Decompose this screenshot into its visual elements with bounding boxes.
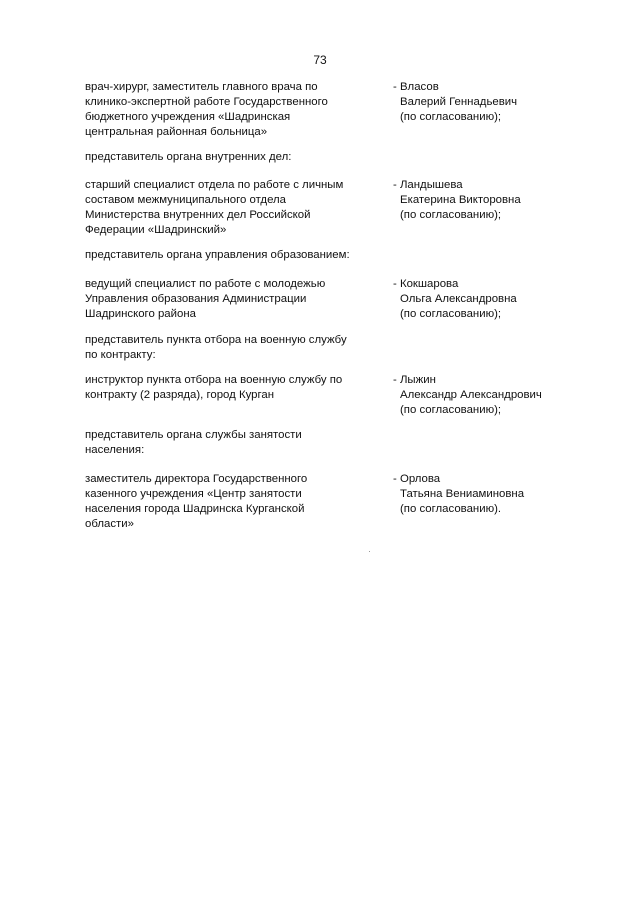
heading-line: по контракту: [85,349,156,361]
section-heading [85,333,565,363]
text-line: контракту (2 разряда), город Курган [85,389,275,401]
first-names: Валерий Геннадьевич [400,96,518,108]
text-line: врач-хирург, заместитель главного врача по [85,81,318,93]
member-name [393,373,568,418]
text-line: Шадринского района [85,308,196,320]
first-names: Татьяна Вениаминовна [400,488,525,500]
text-line: заместитель директора Государственного [85,473,308,485]
first-names: Александр Александрович [400,389,542,401]
position-description [85,178,385,238]
position-description [85,80,385,140]
agreement-note: (по согласованию); [400,308,502,320]
surname: - Орлова [393,473,441,485]
text-line: Министерства внутренних дел Российской [85,209,311,221]
first-names: Ольга Александровна [400,293,517,305]
position-description [85,373,385,403]
position-description [85,472,385,532]
text-line: инструктор пункта отбора на военную службу по [85,374,343,386]
text-line: Федерации «Шадринский» [85,224,227,236]
member-name [393,472,568,517]
agreement-note: (по согласованию). [400,503,502,515]
agreement-note: (по согласованию); [400,111,502,123]
member-name [393,277,568,322]
member-name [393,178,568,223]
text-line: области» [85,518,134,530]
section-heading: представитель органа внутренних дел: [85,151,292,163]
section-heading: представитель органа управления образованием: [85,249,350,261]
surname: - Ландышева [393,179,463,191]
text-line: клинико-экспертной работе Государственного [85,96,328,108]
position-description [85,277,385,322]
heading-line: представитель пункта отбора на военную службу [85,334,347,346]
surname: - Кокшарова [393,278,459,290]
heading-line: представитель органа службы занятости [85,429,302,441]
text-line: бюджетного учреждения «Шадринская [85,111,291,123]
agreement-note: (по согласованию); [400,209,502,221]
text-line: центральная районная больница» [85,126,268,138]
surname: - Лыжин [393,374,436,386]
scan-speck [369,551,370,552]
first-names: Екатерина Викторовна [400,194,521,206]
member-name [393,80,568,125]
agreement-note: (по согласованию); [400,404,502,416]
text-line: Управления образования Администрации [85,293,307,305]
text-line: ведущий специалист по работе с молодежью [85,278,326,290]
text-line: казенного учреждения «Центр занятости [85,488,302,500]
heading-line: населения: [85,444,145,456]
text-line: составом межмуниципального отдела [85,194,287,206]
text-line: населения города Шадринска Курганской [85,503,305,515]
page-number: 73 [313,53,327,67]
surname: - Власов [393,81,439,93]
section-heading [85,428,565,458]
text-line: старший специалист отдела по работе с личным [85,179,344,191]
